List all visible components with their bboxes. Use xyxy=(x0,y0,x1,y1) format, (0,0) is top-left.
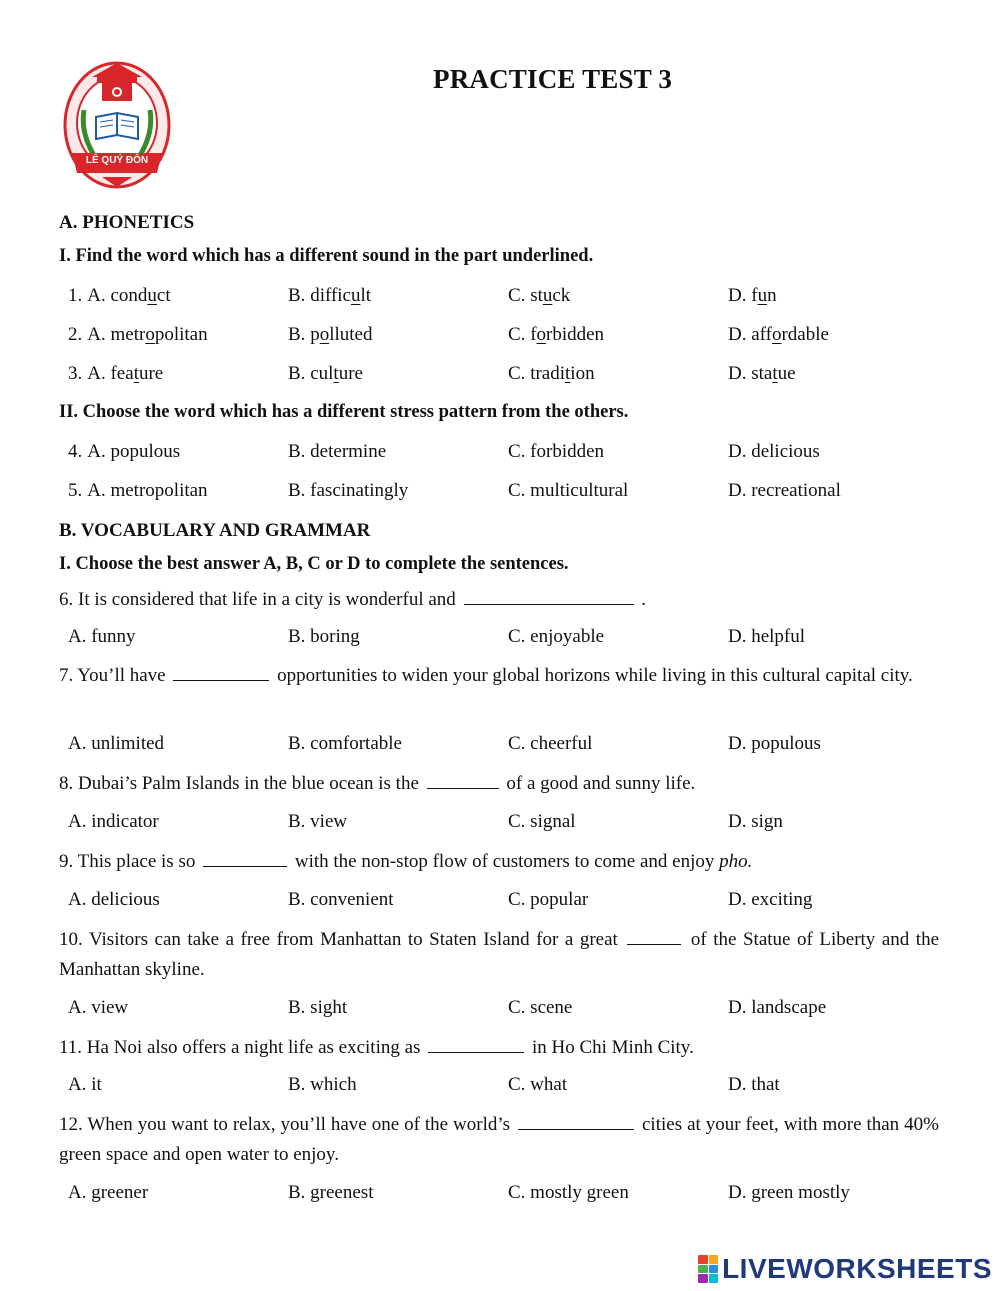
option-text: B. boring xyxy=(288,626,360,647)
answer-option[interactable] xyxy=(68,997,128,1019)
option-text: A. view xyxy=(68,997,129,1018)
underlined-letters: t xyxy=(565,363,571,384)
word-part: f xyxy=(530,324,537,345)
word-part: ck xyxy=(552,285,571,306)
answer-option[interactable] xyxy=(288,1074,357,1096)
answer-option[interactable] xyxy=(288,480,408,502)
underlined-letters: u xyxy=(757,285,768,306)
question-text-after: of a good and sunny life. xyxy=(506,773,696,794)
question-text-after: . xyxy=(641,589,647,610)
option-letter: B. xyxy=(288,324,306,345)
answer-option[interactable] xyxy=(288,285,371,307)
question-options xyxy=(59,626,949,652)
word-part: diffic xyxy=(310,285,351,306)
phonetics-instruction-2: II. Choose the word which has a different stress pattern from the others. xyxy=(59,402,629,422)
answer-option[interactable] xyxy=(508,363,595,385)
answer-option[interactable] xyxy=(508,733,592,755)
option-letter: C. xyxy=(508,324,526,345)
option-text: D. recreational xyxy=(728,480,841,501)
underlined-letters: o xyxy=(771,324,782,345)
answer-option[interactable] xyxy=(728,363,796,385)
answer-option[interactable] xyxy=(288,733,402,755)
word-part: ure xyxy=(338,363,363,384)
answer-blank[interactable] xyxy=(173,664,269,681)
answer-option[interactable] xyxy=(68,733,164,755)
question-options xyxy=(59,889,949,915)
question-options xyxy=(59,1074,949,1100)
word-part: rdable xyxy=(781,324,829,345)
underlined-letters: o xyxy=(319,324,330,345)
option-text: C. cheerful xyxy=(508,733,593,754)
question-number: 9. xyxy=(59,851,74,872)
answer-option[interactable] xyxy=(728,324,829,346)
answer-option[interactable] xyxy=(508,997,572,1019)
option-text: B. view xyxy=(288,811,348,832)
word-part: fea xyxy=(110,363,134,384)
option-letter: A. xyxy=(87,324,106,345)
option-text: D. sign xyxy=(728,811,783,832)
question-italic-word: pho. xyxy=(719,851,753,872)
answer-option[interactable] xyxy=(728,480,841,502)
answer-option[interactable] xyxy=(728,285,777,307)
option-letter: D. xyxy=(728,324,747,345)
word-part: f xyxy=(751,285,758,306)
option-text: B. convenient xyxy=(288,889,394,910)
question-number: 8. xyxy=(59,773,74,794)
question-text-before: Visitors can take a free from Manhattan to Staten Island for a great xyxy=(88,929,618,950)
answer-option[interactable] xyxy=(288,997,347,1019)
option-text: C. what xyxy=(508,1074,568,1095)
answer-blank[interactable] xyxy=(427,772,499,789)
question-number: 7. xyxy=(59,665,74,686)
item-number: 3. xyxy=(68,363,83,384)
question-text-after: with the non-stop flow of customers to come and enjoy xyxy=(294,851,715,872)
answer-option[interactable] xyxy=(508,626,604,648)
answer-option[interactable] xyxy=(508,324,604,346)
question-stem xyxy=(59,661,939,691)
option-text: C. signal xyxy=(508,811,576,832)
option-text: B. comfortable xyxy=(288,733,402,754)
option-text: D. delicious xyxy=(728,441,820,462)
item-number: 5. xyxy=(68,480,83,501)
answer-option[interactable] xyxy=(288,441,386,463)
option-text: D. landscape xyxy=(728,997,827,1018)
item-number: 4. xyxy=(68,441,83,462)
word-part: rbidden xyxy=(546,324,605,345)
option-letter: D. xyxy=(728,363,747,384)
answer-blank[interactable] xyxy=(464,588,634,605)
page-title: PRACTICE TEST 3 xyxy=(433,64,673,94)
option-text: C. popular xyxy=(508,889,589,910)
question-text-before: Ha Noi also offers a night life as exciting as xyxy=(86,1037,421,1058)
liveworksheets-brand xyxy=(698,1253,992,1285)
question-options xyxy=(59,733,949,759)
word-part: p xyxy=(310,324,320,345)
answer-blank[interactable] xyxy=(627,928,681,945)
school-logo xyxy=(62,55,172,193)
option-text: C. mostly green xyxy=(508,1182,629,1203)
question-number: 10. xyxy=(59,929,83,950)
answer-blank[interactable] xyxy=(518,1113,634,1130)
answer-option[interactable] xyxy=(508,285,570,307)
question-stem xyxy=(59,1110,939,1170)
question-text-before: Dubai’s Palm Islands in the blue ocean is the xyxy=(78,773,419,794)
school-emblem-icon xyxy=(62,55,172,193)
stress-item xyxy=(59,480,949,506)
underlined-letters: u xyxy=(147,285,157,306)
answer-option[interactable] xyxy=(288,626,360,648)
question-number: 12. xyxy=(59,1114,83,1135)
question-text-after: of the Statue of Liberty and the Manhattan skyline. xyxy=(59,929,940,980)
option-text: A. delicious xyxy=(68,889,160,910)
word-part: cond xyxy=(110,285,148,306)
phonetics-item xyxy=(59,363,949,389)
word-part: cul xyxy=(310,363,334,384)
answer-option[interactable] xyxy=(68,811,159,833)
option-text: A. populous xyxy=(87,441,181,462)
answer-option[interactable] xyxy=(68,285,171,307)
question-text-before: When you want to relax, you’ll have one of the world’s xyxy=(87,1114,511,1135)
option-text: D. populous xyxy=(728,733,821,754)
answer-option[interactable] xyxy=(508,1182,629,1204)
option-text: C. forbidden xyxy=(508,441,605,462)
answer-option[interactable] xyxy=(68,480,208,502)
option-text: D. green mostly xyxy=(728,1182,850,1203)
question-text-after: opportunities to widen your global horizons while living in this cultural capital city. xyxy=(277,665,913,686)
question-options xyxy=(59,997,949,1023)
item-number: 1. xyxy=(68,285,83,306)
question-stem xyxy=(59,769,939,799)
answer-option[interactable] xyxy=(728,889,812,911)
option-letter: A. xyxy=(87,285,106,306)
word-part: ure xyxy=(138,363,164,384)
word-part: ct xyxy=(156,285,171,306)
question-options xyxy=(59,1182,949,1208)
option-letter: A. xyxy=(87,363,106,384)
answer-option[interactable] xyxy=(508,1074,567,1096)
question-number: 11. xyxy=(59,1037,83,1058)
underlined-letters: t xyxy=(772,363,778,384)
answer-blank[interactable] xyxy=(203,850,287,867)
answer-option[interactable] xyxy=(288,324,372,346)
option-letter: B. xyxy=(288,363,306,384)
underlined-letters: o xyxy=(536,324,547,345)
logo-ribbon-text: LÊ QUÝ ĐÔN xyxy=(85,155,149,166)
option-letter: C. xyxy=(508,363,526,384)
question-text-after: in Ho Chi Minh City. xyxy=(531,1037,694,1058)
phonetics-item xyxy=(59,285,949,311)
question-text-before: You’ll have xyxy=(77,665,166,686)
option-text: D. helpful xyxy=(728,626,806,647)
option-text: A. funny xyxy=(68,626,136,647)
question-stem xyxy=(59,925,939,985)
option-text: B. greenest xyxy=(288,1182,374,1203)
answer-option[interactable] xyxy=(728,1182,850,1204)
answer-option[interactable] xyxy=(728,811,783,833)
answer-option[interactable] xyxy=(68,626,136,648)
answer-option[interactable] xyxy=(68,1074,102,1096)
word-part: ion xyxy=(570,363,595,384)
option-text: D. that xyxy=(728,1074,780,1095)
word-part: politan xyxy=(154,324,208,345)
question-options xyxy=(59,811,949,837)
option-text: A. greener xyxy=(68,1182,149,1203)
question-number: 6. xyxy=(59,589,74,610)
option-letter: C. xyxy=(508,285,526,306)
word-part: ue xyxy=(777,363,796,384)
word-part: st xyxy=(530,285,543,306)
underlined-letters: o xyxy=(145,324,155,345)
word-part: tradi xyxy=(530,363,566,384)
question-stem xyxy=(59,847,939,877)
word-part: sta xyxy=(751,363,773,384)
option-text: C. enjoyable xyxy=(508,626,605,647)
answer-option[interactable] xyxy=(508,889,588,911)
option-text: A. metropolitan xyxy=(87,480,208,501)
option-letter: B. xyxy=(288,285,306,306)
answer-option[interactable] xyxy=(68,441,180,463)
liveworksheets-logo-icon xyxy=(698,1255,718,1283)
underlined-letters: t xyxy=(333,363,339,384)
word-part: aff xyxy=(751,324,772,345)
word-part: lt xyxy=(360,285,372,306)
option-text: B. sight xyxy=(288,997,348,1018)
answer-option[interactable] xyxy=(288,889,394,911)
question-text-before: This place is so xyxy=(77,851,196,872)
stress-item xyxy=(59,441,949,467)
answer-option[interactable] xyxy=(68,324,208,346)
answer-option[interactable] xyxy=(288,363,363,385)
section-a-heading: A. PHONETICS xyxy=(59,212,195,233)
word-part: n xyxy=(767,285,777,306)
underlined-letters: u xyxy=(351,285,361,306)
option-text: B. which xyxy=(288,1074,357,1095)
answer-option[interactable] xyxy=(728,733,821,755)
answer-option[interactable] xyxy=(508,480,628,502)
answer-option[interactable] xyxy=(68,363,163,385)
question-stem xyxy=(59,585,939,615)
underlined-letters: u xyxy=(542,285,553,306)
question-text-after: cities at your feet, with more than 40% green space and open water to enjoy. xyxy=(59,1114,939,1165)
question-text-before: It is considered that life in a city is wonderful and xyxy=(78,589,456,610)
underlined-letters: t xyxy=(133,363,139,384)
answer-option[interactable] xyxy=(508,441,604,463)
answer-option[interactable] xyxy=(508,811,576,833)
answer-option[interactable] xyxy=(728,626,805,648)
answer-option[interactable] xyxy=(68,1182,148,1204)
answer-option[interactable] xyxy=(728,441,820,463)
liveworksheets-wordmark: LIVEWORKSHEETS xyxy=(722,1253,992,1284)
option-letter: D. xyxy=(728,285,747,306)
option-text: C. scene xyxy=(508,997,573,1018)
item-number: 2. xyxy=(68,324,83,345)
option-text: D. exciting xyxy=(728,889,813,910)
option-text: A. unlimited xyxy=(68,733,165,754)
answer-option[interactable] xyxy=(728,997,826,1019)
word-part: lluted xyxy=(329,324,373,345)
phonetics-item xyxy=(59,324,949,350)
answer-blank[interactable] xyxy=(428,1036,524,1053)
answer-option[interactable] xyxy=(288,811,347,833)
question-stem xyxy=(59,1033,939,1063)
section-b-heading: B. VOCABULARY AND GRAMMAR xyxy=(59,520,371,541)
vocab-instruction-1: I. Choose the best answer A, B, C or D to complete the sentences. xyxy=(59,554,569,574)
option-text: B. determine xyxy=(288,441,387,462)
phonetics-instruction-1: I. Find the word which has a different sound in the part underlined. xyxy=(59,246,594,266)
option-text: B. fascinatingly xyxy=(288,480,409,501)
option-text: C. multicultural xyxy=(508,480,629,501)
answer-option[interactable] xyxy=(728,1074,780,1096)
word-part: metr xyxy=(110,324,146,345)
option-text: A. indicator xyxy=(68,811,159,832)
answer-option[interactable] xyxy=(288,1182,373,1204)
answer-option[interactable] xyxy=(68,889,160,911)
option-text: A. it xyxy=(68,1074,102,1095)
